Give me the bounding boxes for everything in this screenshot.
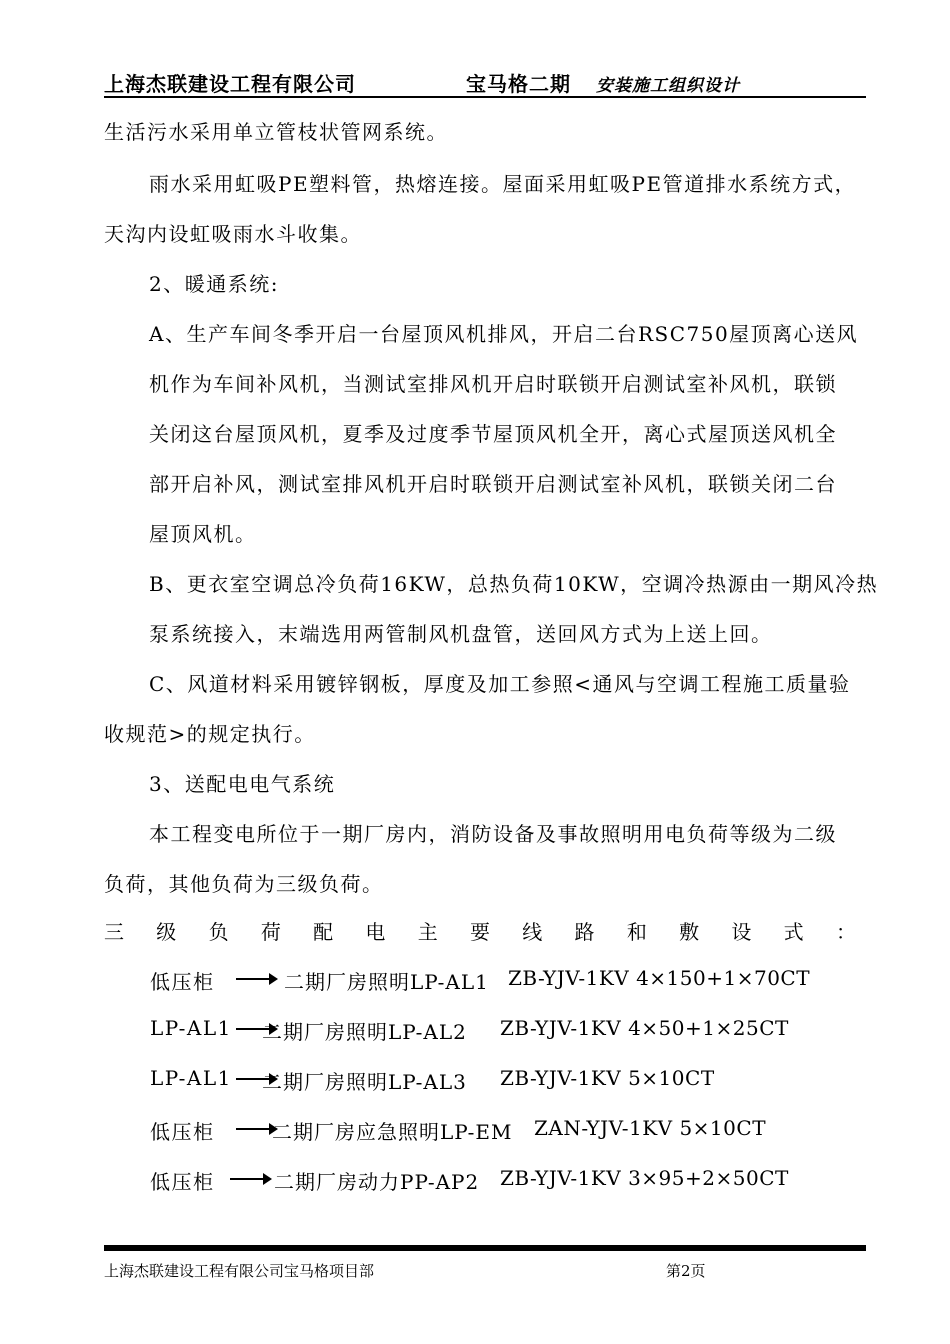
body-line: A、生产车间冬季开启一台屋顶风机排风，开启二台RSC750屋顶离心送风 [149,322,859,346]
route-source: 低压柜 [150,970,215,994]
spread-char: 级 [156,920,177,944]
route-destination: 二期厂房照明LP-AL3 [262,1070,467,1094]
spread-char: 电 [365,920,386,944]
cable-routing-intro [104,916,856,945]
spread-char: 线 [522,920,543,944]
cable-route [150,1066,830,1092]
body-line: 生活污水采用单立管枝状管网系统。 [104,120,448,144]
spread-char: 敷 [679,920,700,944]
route-source: LP-AL1 [150,1066,232,1090]
route-cable-spec: ZB-YJV-1KV 5×10CT [500,1066,715,1090]
spread-char: 路 [574,920,595,944]
body-line: 雨水采用虹吸PE塑料管，热熔连接。屋面采用虹吸PE管道排水系统方式， [149,172,857,196]
body-line: B、更衣室空调总冷负荷16KW，总热负荷10KW，空调冷热源由一期风冷热 [149,572,879,596]
spread-char: 和 [626,920,647,944]
route-source: 低压柜 [150,1120,215,1144]
footer-organization: 上海杰联建设工程有限公司宝马格项目部 [104,1262,375,1280]
body-line: 部开启补风，测试室排风机开启时联锁开启测试室补风机，联锁关闭二台 [149,472,837,496]
page-number: 第2页 [666,1262,706,1280]
arrow-right-icon [236,1128,272,1130]
spread-char: 负 [208,920,229,944]
arrow-right-icon [236,978,272,980]
route-cable-spec: ZB-YJV-1KV 4×150+1×70CT [508,966,811,990]
footer-rule [104,1245,866,1251]
route-destination: 二期厂房应急照明LP-EM [272,1120,513,1144]
body-line: 收规范>的规定执行。 [104,722,316,746]
body-line: 机作为车间补风机，当测试室排风机开启时联锁开启测试室补风机，联锁 [149,372,837,396]
header-project: 宝马格二期 [466,72,571,96]
route-cable-spec: ZB-YJV-1KV 3×95+2×50CT [500,1166,789,1190]
body-line: 关闭这台屋顶风机，夏季及过度季节屋顶风机全开，离心式屋顶送风机全 [149,422,837,446]
arrow-right-icon [230,1178,266,1180]
header-company: 上海杰联建设工程有限公司 [104,72,356,96]
body-line: 天沟内设虹吸雨水斗收集。 [104,222,362,246]
cable-route [150,1016,830,1042]
cable-route [150,1116,830,1142]
spread-char: 配 [313,920,334,944]
section-heading: 2、暖通系统: [149,272,279,296]
cable-route [150,966,830,992]
route-destination: 二期厂房照明LP-AL1 [284,970,489,994]
spread-char: 设 [731,920,752,944]
spread-char: 荷 [260,920,281,944]
body-line: C、风道材料采用镀锌钢板，厚度及加工参照<通风与空调工程施工质量验 [149,672,851,696]
header-rule [104,96,866,98]
route-source: LP-AL1 [150,1016,232,1040]
spread-char: 式 [783,920,804,944]
page-header [104,66,866,96]
spread-char: 主 [417,920,438,944]
route-cable-spec: ZAN-YJV-1KV 5×10CT [534,1116,767,1140]
section-heading: 3、送配电电气系统 [149,772,336,796]
header-document-title: 安装施工组织设计 [596,76,740,96]
route-destination: 二期厂房照明LP-AL2 [262,1020,467,1044]
route-destination: 二期厂房动力PP-AP2 [274,1170,480,1194]
cable-route [150,1166,830,1192]
body-line: 泵系统接入，末端选用两管制风机盘管，送回风方式为上送上回。 [149,622,773,646]
body-line: 屋顶风机。 [149,522,257,546]
spread-char: ： [835,920,856,944]
route-cable-spec: ZB-YJV-1KV 4×50+1×25CT [500,1016,789,1040]
body-line: 本工程变电所位于一期厂房内，消防设备及事故照明用电负荷等级为二级 [149,822,837,846]
spread-char: 要 [469,920,490,944]
route-source: 低压柜 [150,1170,215,1194]
body-line: 负荷，其他负荷为三级负荷。 [104,872,384,896]
spread-char: 三 [104,920,124,944]
